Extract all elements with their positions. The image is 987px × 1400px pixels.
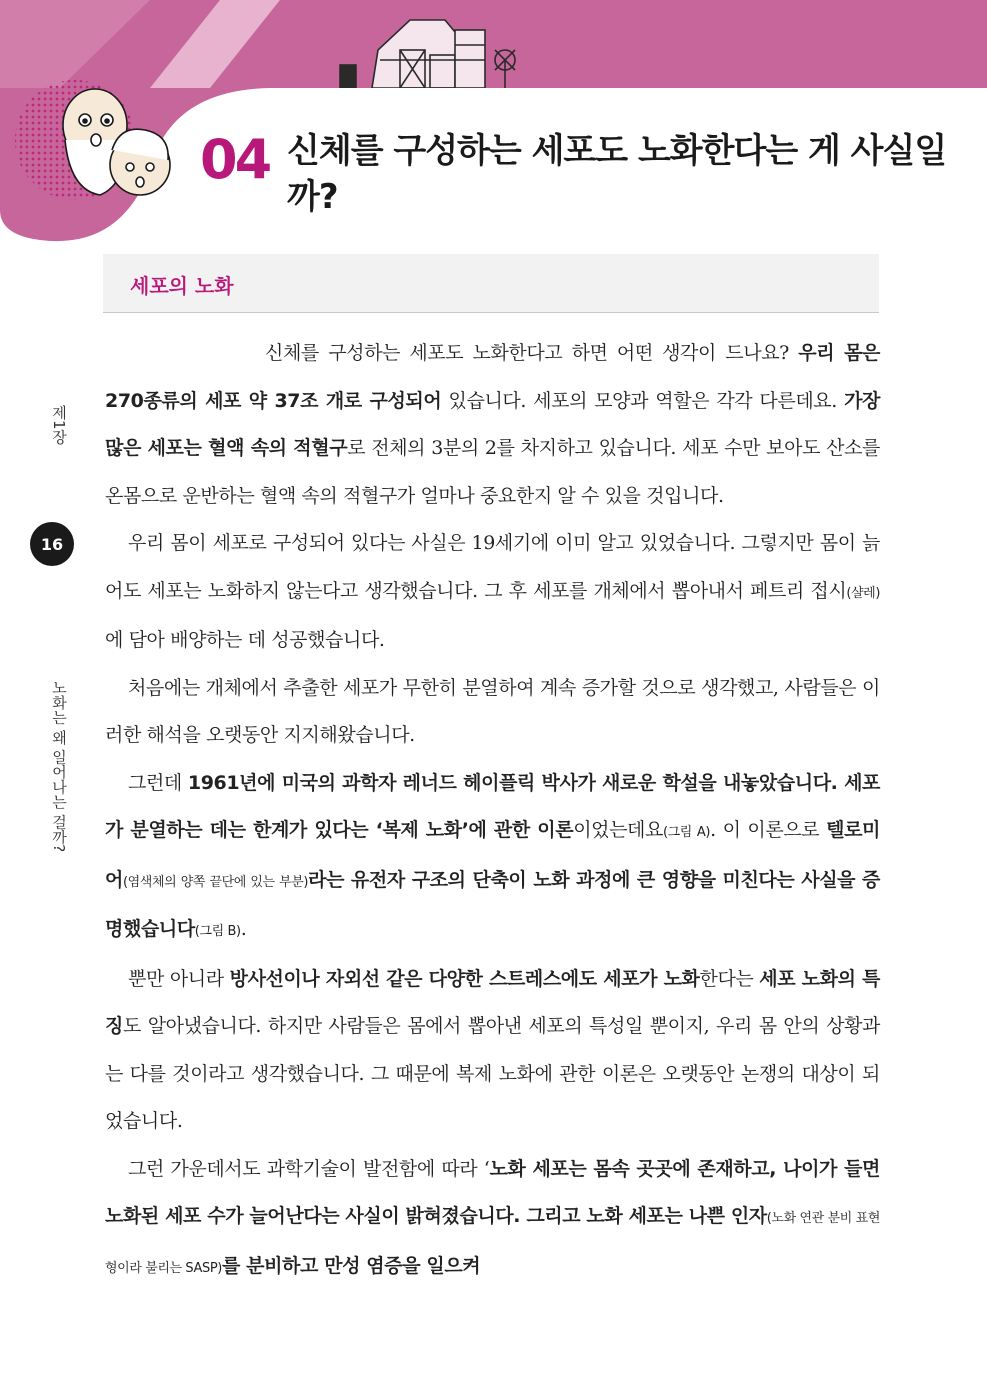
paragraph-5: 뿐만 아니라 방사선이나 자외선 같은 다양한 스트레스에도 세포가 노화한다는 세포 노화의 특징도 알아냈습니다. 하지만 사람들은 몸에서 뽑아낸 세포의 특성일 뿐이지, 우리 몸 안의 상황과는 다를 것이라고 생각했습니다. 그 때문에 복제 노화에 관한 이론은 오랫동안 논쟁의 대상이 되었습니다. (105, 967, 880, 1132)
paragraph-2: 우리 몸이 세포로 구성되어 있다는 사실은 19세기에 이미 알고 있었습니다. 그렇지만 몸이 늙어도 세포는 노화하지 않는다고 생각했습니다. 그 후 세포를 개체에서 뽑아내서 페트리 접시(샬레)에 담아 배양하는 데 성공했습니다. (105, 532, 880, 651)
barn-illustration-icon (340, 20, 515, 88)
old-woman-face-icon (110, 129, 170, 195)
paragraph-6: 그런 가운데서도 과학기술이 발전함에 따라 ‘노화 세포는 몸속 곳곳에 존재하고, 나이가 들면 노화된 세포 수가 늘어난다는 사실이 밝혀졌습니다. 그리고 노화 세포는 나쁜 인자(노화 연관 분비 표현형이라 불리는 SASP)를 분비하고 만성 염증을 일으켜 (105, 1157, 881, 1277)
chapter-number: 04 (200, 128, 270, 191)
body-text (105, 330, 880, 1292)
sidebar-chapter-label: 제1장 (50, 405, 68, 445)
paragraph-4: 그런데 1961년에 미국의 과학자 레너드 헤이플릭 박사가 새로운 학설을 내놓았습니다. 세포가 분열하는 데는 한계가 있다는 ‘복제 노화’에 관한 이론이었는데요(그림 A). 이 이론으로 텔로미어(염색체의 양쪽 끝단에 있는 부분)라는 유전자 구조의 단축이 노화 과정에 큰 영향을 미친다는 사실을 증명했습니다(그림 B). (105, 771, 880, 940)
sidebar-book-title: 노화는 왜 일어나는 걸까? (50, 680, 68, 853)
section-title: 세포의 노화 (130, 274, 234, 298)
page-title: 신체를 구성하는 세포도 노화한다는 게 사실일까? (287, 131, 947, 217)
paragraph-3: 처음에는 개체에서 추출한 세포가 무한히 분열하여 계속 증가할 것으로 생각했고, 사람들은 이러한 해석을 오랫동안 지지해왔습니다. (105, 676, 880, 746)
page-number: 16 (30, 522, 74, 566)
paragraph-1: 신체를 구성하는 세포도 노화한다고 하면 어떤 생각이 드나요? 우리 몸은 270종류의 세포 약 37조 개로 구성되어 있습니다. 세포의 모양과 역할은 각각 다른데요. 가장 많은 세포는 혈액 속의 적혈구로 전체의 3분의 2를 차지하고 있습니다. 세포 수만 보아도 산소를 온몸으로 운반하는 혈액 속의 적혈구가 얼마나 중요한지 알 수 있을 것입니다. (105, 342, 881, 507)
corner-character-badge (0, 0, 270, 250)
